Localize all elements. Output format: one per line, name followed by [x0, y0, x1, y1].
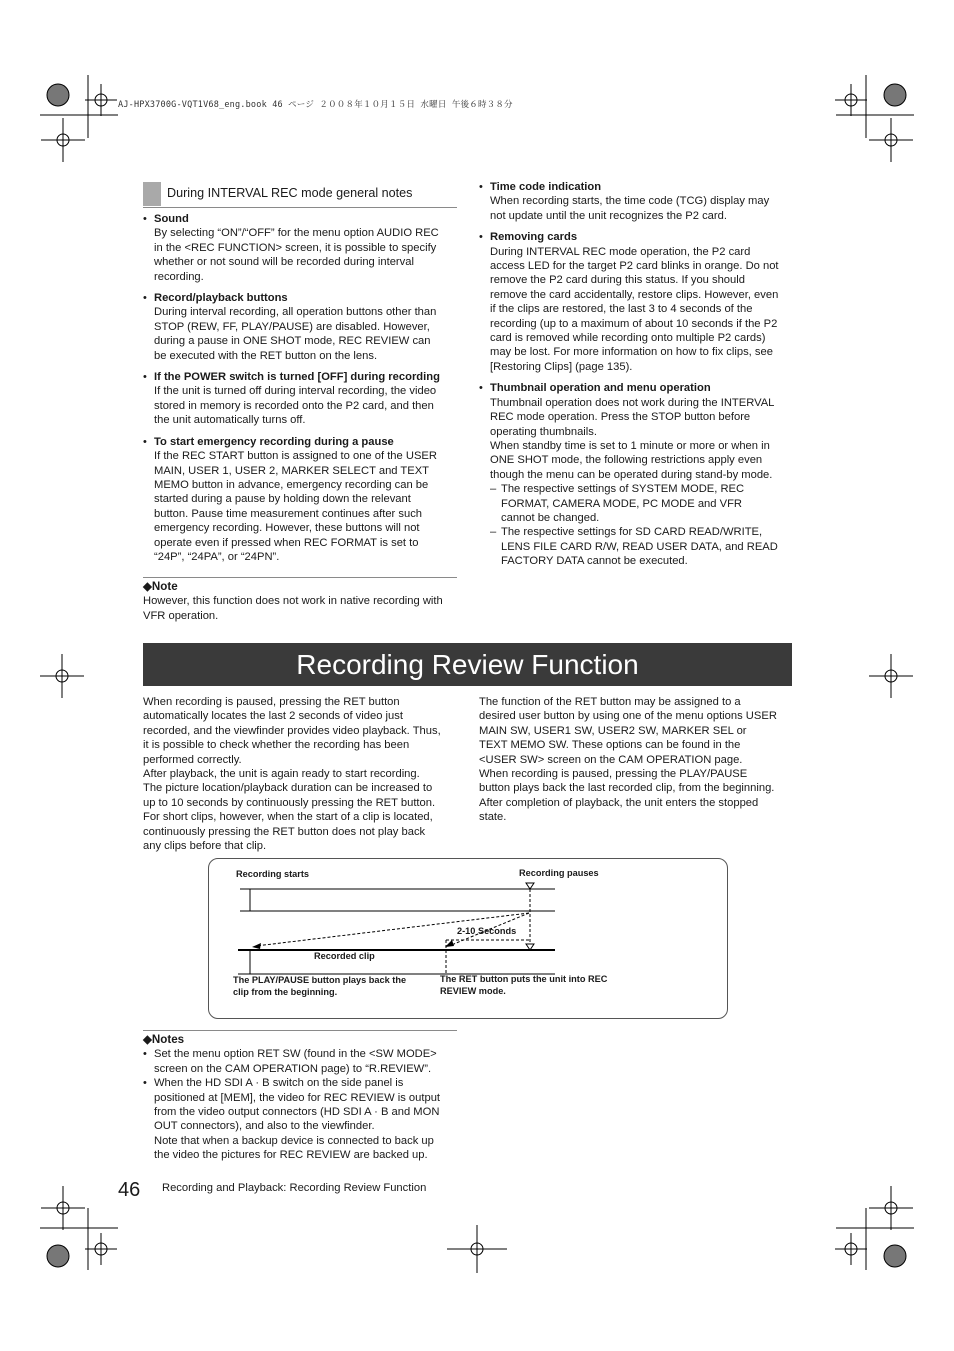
bullet-title: • If the POWER switch is turned [OFF] during recording — [154, 371, 440, 384]
note-heading: ◆Note — [143, 580, 178, 593]
page-number: 46 — [118, 1179, 141, 1201]
note-item — [143, 1076, 461, 1162]
bullet-body: If the unit is turned off during interval recording, the video stored in memory is recorded onto the P2 card, and then the unit automatically turns off. — [154, 385, 437, 427]
ret-caption: The RET button puts the unit into REC REVIEW mode. — [440, 974, 608, 996]
recording-pauses-label: Recording pauses — [519, 868, 599, 878]
bullet-body: By selecting “ON”/“OFF” for the menu option AUDIO REC in the <REC FUNCTION> screen, it is possible to specify whether or not sound will be recorded during interval recording. — [154, 227, 439, 283]
footer-text: Recording and Playback: Recording Review Function — [162, 1182, 427, 1194]
note-text: However, this function does not work in native recording with VFR operation. — [143, 595, 443, 622]
notes-divider — [143, 1030, 457, 1031]
pause-marker-icon — [526, 883, 534, 889]
recording-starts-label: Recording starts — [236, 869, 310, 879]
dash-item: – The respective settings for SD CARD READ/WRITE, LENS FILE CARD R/W, READ USER DATA, and READ FACTORY DATA cannot be executed. — [490, 525, 795, 568]
note-item-text: • When the HD SDI A · B switch on the side panel is positioned at [MEM], the video for REC REVIEW is output from the video output connectors (HD SDI A · B and MON OUT connectors), and also to the viewfinder. Note that when a backup device is connected to back up the video the pictures for REC REVIEW are backed up. — [154, 1077, 441, 1162]
print-header: AJ-HPX3700G-VQT1V68_eng.book 46 ページ ２００８年１０月１５日 水曜日 午後６時３８分 — [118, 100, 513, 110]
notes-block — [143, 1033, 461, 1163]
bullet-title: • To start emergency recording during a pause — [154, 435, 394, 448]
bullet-body: When recording starts, the time code (TCG) display may not update until the unit recognizes the P2 card. — [490, 195, 770, 222]
recorded-clip-label: Recorded clip — [314, 951, 375, 961]
page-title: Recording Review Function — [143, 643, 792, 686]
bullet-title: • Removing cards — [490, 231, 578, 244]
bullet-body: During interval recording, all operation buttons other than STOP (REW, FF, PLAY/PAUSE) are disabled. However, during a pause in ONE SHOT mode, REC REVIEW can be executed with the RET button on the lens. — [154, 306, 437, 362]
intro-right-text: The function of the RET button may be assigned to a desired user button by using one of the menu options USER MAIN SW, USER1 SW, USER2 SW, MARKER SEL or TEXT MEMO SW. These options can be found in the <USER SW> screen on the CAM OPERATION page. When recording is paused, pressing the PLAY/PAUSE button plays back the last recorded clip, from the beginning. After completion of playback, the unit enters the stopped state. — [479, 696, 777, 824]
bullet-title: • Record/playback buttons — [154, 292, 288, 305]
bullet-body: Thumbnail operation does not work during the INTERVAL REC mode operation. Press the STOP button before operating thumbnails. When standby time is set to 1 minute or more or when in ONE SHOT mode, the following restrictions apply even though the menu can be operated during stand-by mode. — [490, 396, 775, 481]
arrow-icon — [252, 943, 261, 949]
note-item — [143, 1047, 461, 1076]
bullet-body: If the REC START button is assigned to one of the USER MAIN, USER 1, USER 2, MARKER SELECT and TEXT MEMO button in advance, emergency recording can be started during a pause by holding down the relevant button. Pause time measurement continues after such emergency recording. However, these buttons will not operate even if pressed when REC FORMAT is set to “24P”, “24PA”, or “24PN”. — [154, 450, 437, 563]
bullet-title: • Thumbnail operation and menu operation — [490, 382, 711, 395]
notes-heading: ◆Notes — [143, 1033, 185, 1046]
seconds-label: 2-10 Seconds — [457, 926, 517, 936]
dash-item: – The respective settings of SYSTEM MODE, REC FORMAT, CAMERA MODE, PC MODE and VFR cannot be changed. — [490, 482, 795, 525]
intro-left-text: When recording is paused, pressing the RET button automatically locates the last 2 seconds of video just recorded, and the viewfinder provides video playback. Thus, it is possible to check whether the recording has been performed correctly. After playback, the unit is again ready to start recording. The picture location/playback duration can be increased to up to 10 seconds by continuously pressing the RET button. For short clips, however, when the start of a clip is located, continuously pressing the RET button does not play back any clips before that clip. — [143, 696, 441, 853]
play-pause-caption: The PLAY/PAUSE button plays back the clip from the beginning. — [233, 975, 407, 997]
bullet-title: • Sound — [154, 213, 189, 225]
bullet-title: • Time code indication — [490, 181, 602, 193]
note-item-text: • Set the menu option RET SW (found in the <SW MODE> screen on the CAM OPERATION page) to “R.REVIEW”. — [154, 1048, 437, 1075]
section-heading-text: During INTERVAL REC mode general notes — [167, 186, 413, 200]
bullet-body: During INTERVAL REC mode operation, the P2 card access LED for the target P2 card blinks in orange. Do not remove the P2 card during this status. If you should remove the card accidentally, restore clips. However, even if the clips are restored, the last 3 to 4 seconds of the recording (up to a maximum of about 10 seconds if the P2 card is removed while recording onto multiple P2 cards) may be lost. For more information on how to fix clips, see [Restoring Clips] (page 135). — [490, 245, 779, 373]
